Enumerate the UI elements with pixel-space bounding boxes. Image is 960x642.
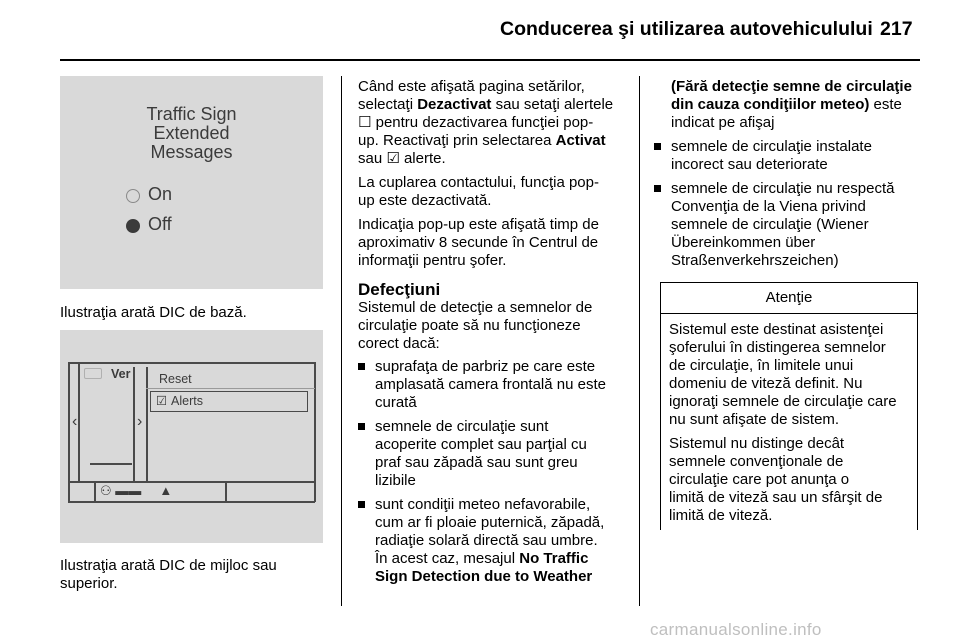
section-heading: Defecţiuni — [358, 280, 441, 299]
list-item: sunt condiţii meteo nefavorabile, cum ar fi ploaie puternică, zăpadă, radiaţie solară directă sau umbre. În acest caz, mesajul No Traffic Sign Detection due to Weather — [358, 496, 633, 586]
radio-on-icon — [126, 189, 140, 203]
option-on-label: On — [148, 184, 173, 204]
column-divider-right — [639, 76, 640, 606]
menu-item-reset: Reset — [159, 372, 192, 386]
status-bar-icons: ⚇ ▬▬ ▲ — [100, 483, 173, 498]
illustration1-caption: Ilustraţia arată DIC de bază. — [60, 304, 247, 321]
list-item: suprafaţa de parbriz pe care este amplasată camera frontală nu este curată — [358, 358, 633, 412]
checkbox-checked-icon: ☑ — [156, 394, 168, 408]
illustration2-caption: Ilustraţia arată DIC de mijloc sau superior. — [60, 557, 277, 592]
chevron-left-icon: ‹ — [72, 413, 78, 430]
dic-mid-illustration — [60, 330, 323, 543]
screen-title-line: Extended — [153, 123, 230, 143]
list-item: semnele de circulaţie sunt acoperite complet sau parţial cu praf sau zăpadă sau sunt greu lizibile — [358, 418, 633, 490]
running-header-title: Conducerea şi utilizarea autovehiculului — [500, 18, 873, 40]
list-item: semnele de circulaţie nu respectă Convenţia de la Viena privind semnele de circulaţie (Wiener Übereinkommen über Straßenverkehrszeichen) — [654, 180, 924, 270]
chevron-right-icon: › — [137, 413, 143, 430]
attention-heading: Atenţie — [661, 283, 917, 314]
middle-column: Când este afişată pagina setărilor, selectaţi Dezactivat sau setaţi alertele ☐ pentru dezactivarea funcţiei pop- up. Reactivaţi prin selectarea Activat sau ☑ alerte. La cuplarea contactului, funcţia pop- up este dezactivată. Indicaţia pop-up este afişată timp de aproximativ 8 secunde în Centrul de informaţii pentru şofer. Defecţiuni Sistemul de detecţie a semnelor de circulaţie poate să nu funcţioneze corect dacă: suprafaţa de parbriz pe care este amplasată camera frontală nu este curată semnele de circulaţie sunt acoperite complet sau parţial cu praf sau zăpadă sau sunt greu lizibile sunt condiţii meteo nefavorabile, cum ar fi ploaie puternică, zăpadă, radiaţie solară directă sau umbre. În acest caz, mesajul No Traffic Sign Detection due to Weather — [358, 78, 633, 586]
column-divider-left — [341, 76, 342, 606]
list-item: semnele de circulaţie instalate incorect sau deteriorate — [654, 138, 924, 174]
dic-basic-illustration — [60, 76, 323, 289]
attention-box — [660, 282, 918, 530]
option-off-label: Off — [148, 214, 172, 234]
screen-title-line: Traffic Sign — [146, 104, 237, 124]
vehicle-icon — [84, 368, 102, 379]
radio-off-selected-icon — [126, 219, 140, 233]
attention-body: Sistemul este destinat asistenţei şoferului în distingerea semnelor de circulaţie, în limitele unui domeniu de viteză definit. Nu ignoraţi semnele de circulaţie care nu sunt afişate de sistem. Sistemul nu distinge decât semnele convenţionale de circulaţie care pot anunţa o limită de viteză sau un sfârşit de limită de viteză. — [669, 321, 897, 524]
right-column: (Fără detecţie semne de circulaţie din cauza condiţiilor meteo) este indicat pe afişaj semnele de circulaţie instalate incorect sau deteriorate semnele de circulaţie nu respectă Convenţia de la Viena privind semnele de circulaţie (Wiener Übereinkommen über Straßenverkehrszeichen) — [654, 78, 924, 270]
screen-title-line: Messages — [150, 142, 233, 162]
page-number: 217 — [880, 18, 913, 40]
tab-label: Ver — [111, 367, 131, 381]
menu-item-alerts: Alerts — [171, 394, 203, 408]
header-rule — [60, 59, 920, 61]
watermark: carmanualsonline.info — [650, 620, 822, 639]
